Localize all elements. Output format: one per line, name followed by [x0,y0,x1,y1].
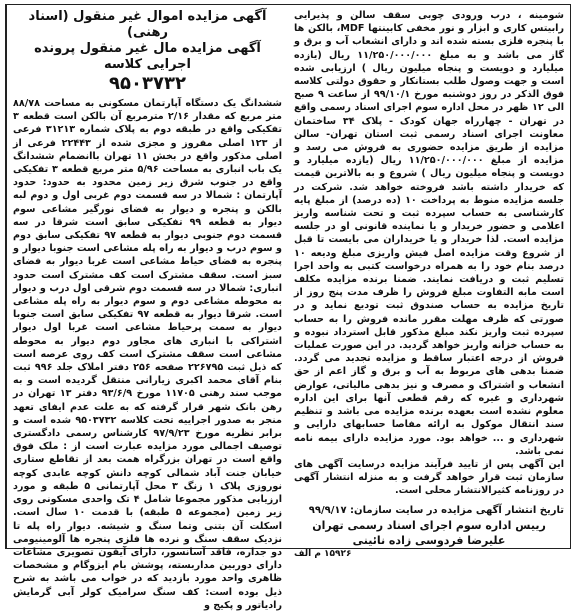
notice-body-left: شومینه ، درب ورودی چوبی سقف سالن و پذیرایی رابیتس کاری و ابزار و نور مخفی کابینتها MDF، بالکن ها با پنجره فلزی بسته شده اند و دارای انشعاب آب و برق و گاز می باشد و به مبلغ ۱۱/۲۵۰/۰۰۰/۰۰۰ ریال (یازده میلیارد و دویست و پنجاه میلیون ریال ) ارزیابی شده است و جهت وصول طلب بستانکار و حقوق دولتی کلاسه فوق الذکر در روز دوشنبه مورخ ۹۹/۱۰/۱ از ساعت ۹ صبح الی ۱۲ ظهر در محل اداره سوم اجرای اسناد رسمی واقع در تهران - چهارراه جهان کودک - پلاک ۳۴ ساختمان معاونت اجرای اسناد رسمی ثبت استان تهران- سالن مزایده از طریق مزایده حضوری به فروش می رسد و مزایده از مبلغ ۱۱/۲۵۰/۰۰۰/۰۰۰ ریال (یازده میلیارد و دویست و پنجاه میلیون ریال ) شروع و به بالاترین قیمت که خریدار داشته باشد فروخته خواهد شد. شرکت در جلسه مزایده منوط به پرداخت ۱۰ (ده درصد) از مبلغ پایه کارشناسی به حساب سپرده ثبت و تحت شناسه واریز اعلامی و حضور خریدار و یا نماینده قانونی او در جلسه مزایده است. لذا خریدار و یا خریداران می بایست تا قبل از شروع وقت مزایده اصل فیش واریزی مبلغ ودیعه ۱۰ درصد بنام خود را به همراه درخواست کتبی به واحد اجرا تسلیم ثبت و دریافت نمایند. ضمنا برنده مزایده مکلف است مابه التفاوت مبلغ فروش را ظرف مدت پنج روز از تاریخ مزایده به حساب صندوق ثبت تودیع نماید و در صورتی که ظرف مهلت مقرر مانده فروش را به حساب سپرده ثبت واریز نکند مبلغ مذکور قابل استرداد نبوده و به حساب خزانه واریز خواهد گردید. در این صورت عملیات فروش از درجه اعتبار ساقط و مزایده تجدید می گردد. ضمنا بدهی های مربوط به آب و برق و گاز اعم از حق انشعاب و اشتراک و مصرف و نیز بدهی مالیاتی، عوارض شهرداری و غیره که رقم قطعی آنها برای این اداره معلوم نشده است بعهده برنده مزایده می باشد و تنظیم سند انتقال موکول به ارائه مفاصا حسابهای دارایی و شهرداری و ... خواهد بود. مورد مزایده دارای بیمه نامه نمی باشد. این آگهی پس از تایید فرآیند مزایده درسایت آگهی های سازمان ثبت قرار خواهد گرفت و به منزله انتشار آگهی در روزنامه کثیرالانتشار محلی است. [294,10,565,497]
notice-title: آگهی مزایده اموال غیر منقول (اسناد رهنی) [28,9,267,40]
notice-footer [294,504,564,561]
notice-left-column [288,5,570,559]
notice-subtitle: آگهی مزایده مال غیر منقول پرونده اجرایی کلاسه [34,41,261,72]
auction-notice [5,4,571,611]
publish-date-line: تاریخ انتشار آگهی مزایده در سایت سازمان: ۹۹/۹/۱۷ [308,504,564,516]
file-number: ۹۵۰۳۷۳۲ [109,73,186,94]
notice-code: ۱۵۹۲۶ م الف [294,548,352,559]
notice-right-column [6,5,288,611]
signature-title: رییس اداره سوم اجرای اسناد رسمی تهران [312,518,546,532]
signature-name: علیرضا فردوسی زاده نائینی [352,533,506,547]
notice-body-right: ششدانگ یک دستگاه آپارتمان مسکونی به مساحت ۸۸/۷۸ متر مربع که مقدار ۲/۱۶ مترمربع آن بالکن است قطعه ۳ تفکیکی واقع در طبقه دوم به پلاک شماره ۳۱۲۱۳ فرعی از ۱۲۳ اصلی مفروز و مجزی شده از ۲۲۴۴۳ فرعی از اصلی مذکور واقع در بخش ۱۱ تهران باانضمام ششدانگ یک باب انباری به مساحت ۵/۹۶ متر مربع قطعه ۳ تفکیکی واقع در جنوب شرق زیر زمین محدود به حدود: حدود آپارتمان : شمالا در سه قسمت دوم غربی اول و دوم لبه بالکن و پنجره و دیوار به فضای نورگیر مشاعی سوم دیوار به قطعه ۹۹ تفکیکی سابق است شرقا در سه قسمت دوم جنوبی دیوار به قطعه ۹۷ تفکیکی سابق دوم و سوم درب و دیوار به راه پله مشاعی است جنوبا دیوار و پنجره به فضای حیاط مشاعی است غربا دیوار به فضای سبز است. سقف مشترک است کف مشترک است حدود انباری: شمالا در سه قسمت دوم شرقی اول درب و دیوار به محوطه مشاعی دوم و سوم دیوار به راه پله مشاعی است. شرقا دیوار به قطعه ۹۷ تفکیکی سابق است جنوبا دیوار به سمت پرحیاط مشاعی است غربا اول دیوار اشتراکی با انباری های مجاور دوم دیوار به محوطه مشاعی است سقف مشترک است کف روی عرصه است که ذیل ثبت ۲۲۶۷۹۵ صفحه ۲۵۶ دفتر املاک جلد ۹۹۶ ثبت بنام آقای محمد اکبری زیارانی منتقل گردیده است و به موجب سند رهنی ۱۱۷۰۵ مورخ ۹۳/۶/۹ دفتر ۱۳ تهران در رهن بانک شهر قرار گرفته که به علت عدم ایفای تعهد منجر به صدور اجراییه تحت کلاسه ۹۵۰۳۷۳۲ شده است و برابر نظریه مورخ ۹۷/۹/۲۳ کارشناس رسمی دادگستری توصیف اجمالی مورد مزایده عبارت است از : ملک فوق واقع است در تهران بزرگراه همت بعد از تقاطع ستاری خیابان جنت آباد شمالی کوچه دانش کوچه عابدی کوچه نوروزی پلاک ۱ زنگ ۳ محل آپارتمانی ۵ طبقه و مورد ارزیابی مذکور مجموعا شامل ۴ تک واحدی مسکونی روی زیر زمین (مجموعه ۵ طبقه) با قدمت ۱۰ سال است. اسکلت آن بتنی وتما سنگ و شیشه. دیوار راه پله تا نزدیک سقف سنگ و نرده ها فلزی پنجره ها آلومینیومی دو جداره، فاقد آسانسور، دارای آیفون تصویری مشاعات دارای دوربین مداربسته، پوشش بام ایزوگام و مشخصات ظاهری واحد مورد بازدید که در خواب می باشد به شرح ذیل بوده است: کف سنگ سرامیک کولر آبی گرمایش رادیاتور و پکیج و [13,98,283,611]
